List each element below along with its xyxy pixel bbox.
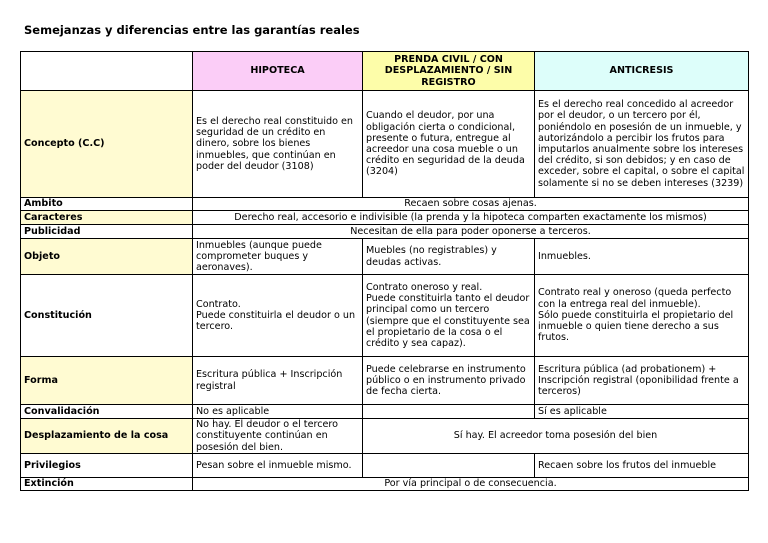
cell-privilegios-prenda [363, 454, 535, 478]
cell-publicidad: Necesitan de ella para poder oponerse a terceros. [193, 225, 749, 239]
cell-ambito: Recaen sobre cosas ajenas. [193, 198, 749, 211]
header-prenda: PRENDA CIVIL / CON DESPLAZAMIENTO / SIN REGISTRO [363, 52, 535, 91]
cell-objeto-prenda: Muebles (no registrables) y deudas activas. [363, 239, 535, 275]
cell-caracteres: Derecho real, accesorio e indivisible (la prenda y la hipoteca comparten exactamente los mismos) [193, 211, 749, 225]
row-label-forma: Forma [21, 357, 193, 405]
header-row [21, 52, 749, 91]
cell-forma-hipoteca: Escritura pública + Inscripción registral [193, 357, 363, 405]
row-publicidad [21, 225, 749, 239]
header-hipoteca: HIPOTECA [193, 52, 363, 91]
header-empty-cell [21, 52, 193, 91]
row-label-ambito: Ambito [21, 198, 193, 211]
cell-constitucion-hipoteca: Contrato. Puede constituirla el deudor o un tercero. [193, 275, 363, 357]
row-label-desplazamiento: Desplazamiento de la cosa [21, 419, 193, 454]
row-label-publicidad: Publicidad [21, 225, 193, 239]
row-extincion [21, 478, 749, 491]
cell-objeto-anticresis: Inmuebles. [535, 239, 749, 275]
page-title: Semejanzas y diferencias entre las garantías reales [24, 23, 360, 37]
cell-forma-prenda: Puede celebrarse en instrumento público o en instrumento privado de fecha cierta. [363, 357, 535, 405]
row-label-objeto: Objeto [21, 239, 193, 275]
row-convalidacion [21, 405, 749, 419]
row-label-caracteres: Caracteres [21, 211, 193, 225]
row-concepto [21, 91, 749, 198]
row-ambito [21, 198, 749, 211]
row-label-extincion: Extinción [21, 478, 193, 491]
row-label-convalidacion: Convalidación [21, 405, 193, 419]
row-forma [21, 357, 749, 405]
cell-concepto-anticresis: Es el derecho real concedido al acreedor por el deudor, o un tercero por él, poniéndolo en posesión de un inmueble, y autorizándolo a percibir los frutos para imputarlos anualmente sobre los intereses del crédito, si son debidos; y en caso de exceder, sobre el capital, o sobre el capital solamente si no se deben intereses (3239) [535, 91, 749, 198]
cell-objeto-hipoteca: Inmuebles (aunque puede comprometer buques y aeronaves). [193, 239, 363, 275]
cell-constitucion-prenda: Contrato oneroso y real. Puede constituirla tanto el deudor principal como un tercero (siempre que el constituyente sea el propietario de la cosa o el crédito y sea capaz). [363, 275, 535, 357]
cell-constitucion-anticresis: Contrato real y oneroso (queda perfecto con la entrega real del inmueble). Sólo puede constituirla el propietario del inmueble o quien tiene derecho a sus frutos. [535, 275, 749, 357]
row-constitucion [21, 275, 749, 357]
row-privilegios [21, 454, 749, 478]
cell-privilegios-anticresis: Recaen sobre los frutos del inmueble [535, 454, 749, 478]
cell-privilegios-hipoteca: Pesan sobre el inmueble mismo. [193, 454, 363, 478]
row-label-concepto: Concepto (C.C) [21, 91, 193, 198]
cell-convalidacion-anticresis: Sí es aplicable [535, 405, 749, 419]
row-label-constitucion: Constitución [21, 275, 193, 357]
row-caracteres [21, 211, 749, 225]
comparison-table [20, 51, 749, 491]
header-anticresis: ANTICRESIS [535, 52, 749, 91]
row-desplazamiento [21, 419, 749, 454]
cell-concepto-hipoteca: Es el derecho real constituido en seguridad de un crédito en dinero, sobre los bienes inmuebles, que continúan en poder del deudor (3108) [193, 91, 363, 198]
row-label-privilegios: Privilegios [21, 454, 193, 478]
cell-concepto-prenda: Cuando el deudor, por una obligación cierta o condicional, presente o futura, entregue al acreedor una cosa mueble o un crédito en seguridad de la deuda (3204) [363, 91, 535, 198]
row-objeto [21, 239, 749, 275]
cell-extincion: Por vía principal o de consecuencia. [193, 478, 749, 491]
cell-convalidacion-prenda [363, 405, 535, 419]
cell-convalidacion-hipoteca: No es aplicable [193, 405, 363, 419]
cell-desplazamiento-merged: Sí hay. El acreedor toma posesión del bien [363, 419, 749, 454]
cell-forma-anticresis: Escritura pública (ad probationem) + Inscripción registral (oponibilidad frente a terceros) [535, 357, 749, 405]
cell-desplazamiento-hipoteca: No hay. El deudor o el tercero constituyente continúan en posesión del bien. [193, 419, 363, 454]
